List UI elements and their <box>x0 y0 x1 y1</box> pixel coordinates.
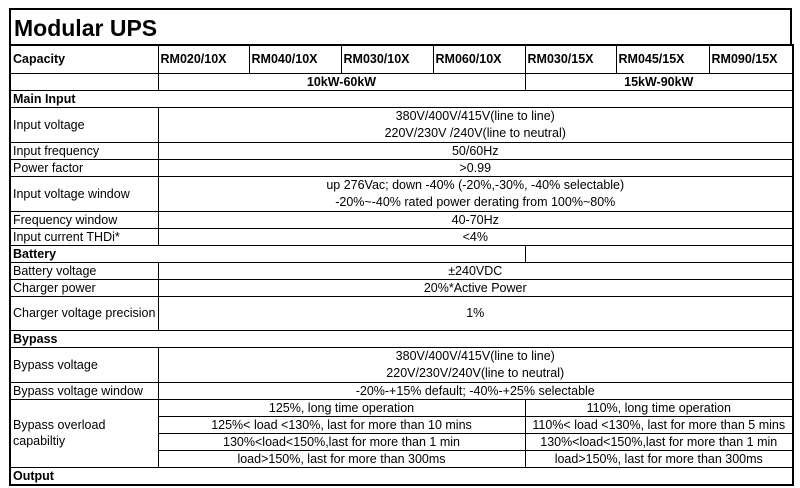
row-label: Input voltage <box>10 107 158 142</box>
row-value: ±240VDC <box>158 262 793 279</box>
row-label: Input frequency <box>10 142 158 159</box>
overload-15k: 130%<load<150%,last for more than 1 min <box>525 433 793 450</box>
model-cell: RM060/10X <box>433 45 525 73</box>
empty-cell <box>525 245 793 262</box>
range-10k: 10kW-60kW <box>158 73 525 90</box>
row-label: Bypass voltage <box>10 347 158 382</box>
model-cell: RM030/10X <box>341 45 433 73</box>
row-value: 1% <box>158 296 793 330</box>
overload-15k: 110%, long time operation <box>525 399 793 416</box>
row-value <box>158 107 793 142</box>
value-line-2: 220V/230V /240V(line to neutral) <box>384 125 566 140</box>
page-title: Modular UPS <box>14 15 158 41</box>
table-row <box>10 107 793 142</box>
overload-10k: load>150%, last for more than 300ms <box>158 450 525 467</box>
row-value <box>158 176 793 211</box>
section-row <box>10 330 793 347</box>
overload-10k: 125%, long time operation <box>158 399 525 416</box>
range-15k: 15kW-90kW <box>525 73 793 90</box>
value-line-1: up 276Vac; down -40% (-20%,-30%, -40% selectable) <box>326 177 625 192</box>
row-value: -20%-+15% default; -40%-+25% selectable <box>158 382 793 399</box>
row-label: Input voltage window <box>10 176 158 211</box>
model-cell: RM040/10X <box>249 45 341 73</box>
overload-15k: load>150%, last for more than 300ms <box>525 450 793 467</box>
section-battery: Battery <box>10 245 525 262</box>
table-row <box>10 262 793 279</box>
range-row <box>10 73 793 90</box>
overload-10k: 125%< load <130%, last for more than 10 mins <box>158 416 525 433</box>
row-label: Frequency window <box>10 211 158 228</box>
table-row <box>10 142 793 159</box>
section-bypass: Bypass <box>10 330 793 347</box>
value-line-2: 220V/230V/240V(line to neutral) <box>386 365 565 380</box>
row-value: <4% <box>158 228 793 245</box>
spec-table <box>9 44 794 486</box>
section-row <box>10 245 793 262</box>
table-row <box>10 228 793 245</box>
title-bar <box>9 8 792 44</box>
row-value: >0.99 <box>158 159 793 176</box>
row-label: Bypass voltage window <box>10 382 158 399</box>
overload-15k: 110%< load <130%, last for more than 5 mins <box>525 416 793 433</box>
row-value: 20%*Active Power <box>158 279 793 296</box>
section-output: Output <box>10 467 793 485</box>
value-line-1: 380V/400V/415V(line to line) <box>395 108 555 123</box>
table-row <box>10 159 793 176</box>
row-label: Battery voltage <box>10 262 158 279</box>
row-label: Charger voltage precision <box>10 296 158 330</box>
row-label: Power factor <box>10 159 158 176</box>
row-value: 50/60Hz <box>158 142 793 159</box>
empty-cell <box>10 73 158 90</box>
row-value <box>158 347 793 382</box>
section-row <box>10 467 793 485</box>
row-label: Bypass overload capabiltiy <box>10 399 158 467</box>
table-row <box>10 176 793 211</box>
model-cell: RM045/15X <box>616 45 709 73</box>
section-row <box>10 90 793 107</box>
table-row <box>10 399 793 416</box>
value-line-2: -20%~-40% rated power derating from 100%~80% <box>335 194 616 209</box>
spec-sheet <box>9 8 792 486</box>
table-row <box>10 296 793 330</box>
row-value: 40-70Hz <box>158 211 793 228</box>
table-row <box>10 279 793 296</box>
model-cell: RM020/10X <box>158 45 249 73</box>
model-cell: RM030/15X <box>525 45 616 73</box>
capacity-label: Capacity <box>10 45 158 73</box>
section-main-input: Main Input <box>10 90 793 107</box>
table-row <box>10 211 793 228</box>
model-cell: RM090/15X <box>709 45 793 73</box>
capacity-row <box>10 45 793 73</box>
overload-10k: 130%<load<150%,last for more than 1 min <box>158 433 525 450</box>
row-label: Charger power <box>10 279 158 296</box>
table-row <box>10 382 793 399</box>
row-label: Input current THDi* <box>10 228 158 245</box>
table-row <box>10 347 793 382</box>
value-line-1: 380V/400V/415V(line to line) <box>395 348 555 363</box>
